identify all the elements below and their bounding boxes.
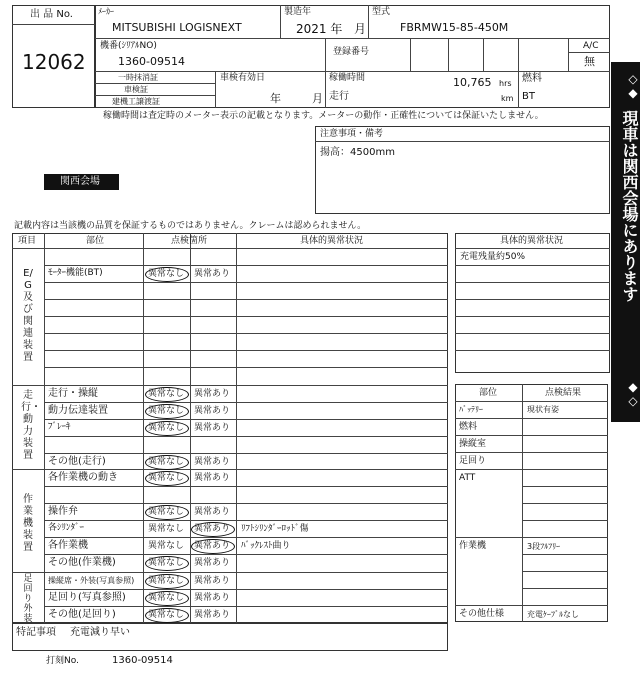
col-detail-header: 具体的異常状況 xyxy=(300,236,364,246)
row-part: その他(作業機) xyxy=(48,557,116,568)
selection-oval xyxy=(145,387,189,402)
selection-oval xyxy=(145,556,189,571)
row-part: 足回り(写真参照) xyxy=(48,592,126,603)
check-yes: 異常あり xyxy=(194,610,231,620)
cert-1: 一時抹消証 xyxy=(118,73,158,82)
category-undercarriage: 足回り外装 xyxy=(23,574,33,624)
row-part: その他(走行) xyxy=(48,456,106,467)
category-work: 作業機装置 xyxy=(23,494,33,553)
col-part-header: 部位 xyxy=(86,236,105,246)
check-none: 異常なし xyxy=(148,507,185,517)
model-value: FBRMW15-85-450M xyxy=(400,21,509,34)
result-col-result: 点検結果 xyxy=(545,388,582,398)
serial-value: 1360-09514 xyxy=(118,55,185,68)
check-yes: 異常あり xyxy=(194,507,231,517)
row-part: ﾌﾞﾚｰｷ xyxy=(48,422,71,432)
selection-oval xyxy=(145,591,189,606)
selection-oval xyxy=(145,404,189,419)
check-yes: 異常あり xyxy=(194,541,231,551)
check-yes: 異常あり xyxy=(194,473,231,483)
check-yes: 異常あり xyxy=(194,423,231,433)
selection-oval xyxy=(145,505,189,520)
maker-label: ﾒｰｶｰ xyxy=(98,7,114,16)
reg-label: 登録番号 xyxy=(333,47,370,57)
km-unit: km xyxy=(501,94,514,103)
check-yes: 異常あり xyxy=(194,269,231,279)
check-none: 異常なし xyxy=(148,576,185,586)
hours-label: 稼働時間 xyxy=(329,73,366,83)
cert-2: 車検証 xyxy=(124,85,148,94)
hours-value: 10,765 xyxy=(453,76,492,89)
row-part: ﾓｰﾀｰ機能(BT) xyxy=(48,268,103,278)
result-row-part: ﾊﾞｯﾃﾘｰ xyxy=(459,405,483,414)
check-none: 異常なし xyxy=(148,558,185,568)
result-row-value: 充電ｹｰﾌﾞﾙなし xyxy=(527,610,579,619)
special-notes-label: 特記事項 xyxy=(16,627,56,638)
check-yes: 異常あり xyxy=(194,406,231,416)
special-notes-value: 充電減り早い xyxy=(70,627,130,638)
serial-label: 機番(ｼﾘｱﾙNO) xyxy=(100,41,157,51)
lot-number: 12062 xyxy=(22,50,86,74)
check-yes: 異常あり xyxy=(194,576,231,586)
check-none: 異常なし xyxy=(148,457,185,467)
row-detail: ﾊﾞｯｸﾚｽﾄ曲り xyxy=(241,541,291,551)
venue-banner xyxy=(611,62,640,422)
check-none: 異常なし xyxy=(148,541,185,551)
right-detail-header: 具体的異常状況 xyxy=(500,236,564,246)
result-row-part: 足回り xyxy=(459,456,487,466)
result-row-part: 操縦室 xyxy=(459,439,487,449)
banner-text: 現車は関西会場にあります xyxy=(620,110,639,302)
right-detail-value: 充電残量約50% xyxy=(460,252,526,262)
year-value: 2021 年 xyxy=(296,22,343,36)
result-row-value: 現状有姿 xyxy=(527,405,559,414)
check-none: 異常なし xyxy=(148,524,185,534)
col-item-header: 項目 xyxy=(18,236,37,246)
result-row-value: 3段ﾌﾙﾌﾘｰ xyxy=(527,542,561,551)
lot-label: 出 品 No. xyxy=(30,9,73,20)
row-part: 各作業機の動き xyxy=(48,472,118,483)
notes-box xyxy=(315,126,610,214)
selection-oval xyxy=(145,267,189,282)
result-row-part: 作業機 xyxy=(459,541,487,551)
notes-value: 揚高：4500mm xyxy=(320,147,395,158)
selection-oval xyxy=(145,574,189,589)
fuel-value: BT xyxy=(522,91,535,102)
selection-oval xyxy=(145,471,189,486)
banner-bottom-marks: ◆◇ xyxy=(626,380,640,408)
check-yes: 異常あり xyxy=(194,457,231,467)
check-yes: 異常あり xyxy=(194,593,231,603)
row-detail: ﾘﾌﾄｼﾘﾝﾀﾞｰﾛｯﾄﾞ傷 xyxy=(241,524,309,534)
row-part: 走行・操縦 xyxy=(48,388,98,399)
banner-top-marks: ◇◆ xyxy=(626,72,640,100)
maker-value: MITSUBISHI LOGISNEXT xyxy=(112,21,242,34)
check-none: 異常なし xyxy=(148,593,185,603)
category-drive: 走行・動力装置 xyxy=(21,390,41,461)
fuel-label: 燃料 xyxy=(522,73,542,84)
check-none: 異常なし xyxy=(148,406,185,416)
disclaimer: 記載内容は当該機の品質を保証するものではありません。クレームは認められません。 xyxy=(14,221,367,231)
result-row-part: ATT xyxy=(459,473,476,483)
cert-3: 建機工譲渡証 xyxy=(112,97,160,106)
venue-badge-text: 関西会場 xyxy=(60,176,100,187)
check-none: 異常なし xyxy=(148,423,185,433)
stamp-value: 1360-09514 xyxy=(112,655,173,666)
inspection-year-unit: 年 xyxy=(270,92,281,105)
check-yes: 異常あり xyxy=(194,558,231,568)
row-part: その他(足回り) xyxy=(48,609,116,620)
stamp-label: 打刻No. xyxy=(46,656,79,666)
selection-oval xyxy=(145,421,189,436)
ac-value: 無 xyxy=(584,55,595,68)
hours-note: 稼働時間は査定時のメーター表示の記載となります。メーターの動作・正確性については保証いたしません。 xyxy=(103,111,544,121)
row-part: 各作業機 xyxy=(48,540,88,551)
inspection-label: 車検有効日 xyxy=(220,73,266,83)
check-none: 異常なし xyxy=(148,610,185,620)
selection-oval xyxy=(191,522,235,537)
result-col-part: 部位 xyxy=(479,388,498,398)
check-none: 異常なし xyxy=(148,389,185,399)
row-part: 操作弁 xyxy=(48,506,78,517)
ac-label: A/C xyxy=(583,41,599,51)
result-row-part: その他仕様 xyxy=(459,609,505,619)
selection-oval xyxy=(145,608,189,623)
model-label: 型式 xyxy=(372,7,391,17)
selection-oval xyxy=(191,539,235,554)
row-part: 各ｼﾘﾝﾀﾞｰ xyxy=(48,523,85,533)
notes-label: 注意事項・備考 xyxy=(320,129,384,139)
year-month-unit: 月 xyxy=(354,22,367,36)
check-yes: 異常あり xyxy=(194,524,231,534)
result-row-part: 燃料 xyxy=(459,422,478,432)
check-none: 異常なし xyxy=(148,269,185,279)
km-label: 走行 xyxy=(329,91,349,102)
col-check-header: 点検箇所 xyxy=(171,236,208,246)
row-part: 操縦席・外装(写真参照) xyxy=(48,576,135,585)
inspection-month-unit: 月 xyxy=(312,92,323,105)
row-part: 動力伝達装置 xyxy=(48,405,108,416)
check-none: 異常なし xyxy=(148,473,185,483)
hours-unit: hrs xyxy=(499,79,512,88)
check-yes: 異常あり xyxy=(194,389,231,399)
year-label: 製造年 xyxy=(284,7,312,17)
selection-oval xyxy=(145,455,189,470)
category-engine: E/G及び関連装置 xyxy=(23,268,33,363)
